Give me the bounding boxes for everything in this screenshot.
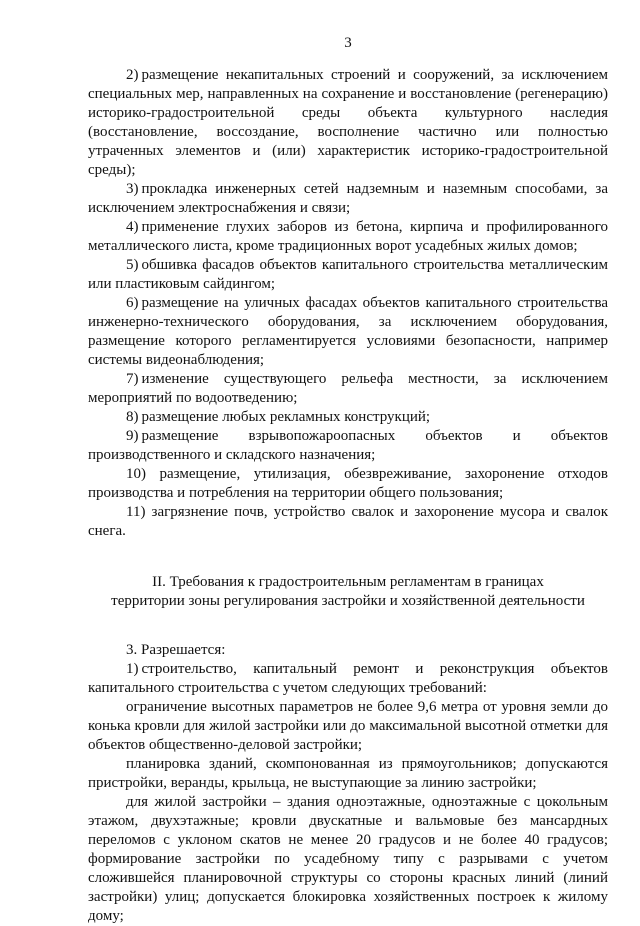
clause-5: 5) обшивка фасадов объектов капитального строительства металлическим или пластиковым сайдингом; xyxy=(88,257,608,292)
requirement-building-layout: планировка зданий, скомпонованная из прямоугольников; допускаются пристройки, веранды, крыльца, не выступающие за линию застройки; xyxy=(88,756,608,791)
clause-6: 6) размещение на уличных фасадах объектов капитального строительства инженерно-технического оборудования, за исключением оборудования, размещение которого регламентируется условиями безопасности, например системы видеонаблюдения; xyxy=(88,295,608,368)
page-number: 3 xyxy=(344,35,352,51)
clause-4: 4) применение глухих заборов из бетона, кирпича и профилированного металлического листа, кроме традиционных ворот усадебных жилых домов; xyxy=(88,219,608,254)
section-intro: 3. Разрешается: xyxy=(126,642,226,658)
clause-9: 9) размещение взрывопожароопасных объектов и объектов производственного и складского назначения; xyxy=(88,428,608,463)
clause-7: 7) изменение существующего рельефа местности, за исключением мероприятий по водоотведению; xyxy=(88,371,608,406)
clause-1-construction: 1) строительство, капитальный ремонт и реконструкция объектов капитального строительства с учетом следующих требований: xyxy=(88,661,608,696)
clause-10: 10) размещение, утилизация, обезвреживание, захоронение отходов производства и потребления на территории общего пользования; xyxy=(88,466,608,501)
requirement-residential: для жилой застройки – здания одноэтажные, одноэтажные с цокольным этажом, двухэтажные; кровли двускатные и вальмовые без мансардных переломов с уклоном скатов не менее 20 градусов и не более 40 градусов; формирование застройки по усадебному типу с разрывами с учетом сложившейся планировочной структуры со стороны красных линий (линий застройки) улиц; допускается блокировка хозяйственных построек к жилому дому; xyxy=(88,794,608,924)
requirement-height-limit: ограничение высотных параметров не более 9,6 метра от уровня земли до конька кровли для жилой застройки или до максимальной высотной отметки для объектов общественно-деловой застройки; xyxy=(88,699,608,753)
clause-8: 8) размещение любых рекламных конструкций; xyxy=(126,409,431,425)
clause-3: 3) прокладка инженерных сетей надземным и наземным способами, за исключением электроснабжения и связи; xyxy=(88,181,608,216)
section-heading-line-1: II. Требования к градостроительным регламентам в границах xyxy=(152,574,544,590)
clause-2: 2) размещение некапитальных строений и сооружений, за исключением специальных мер, направленных на сохранение и восстановление (регенерацию) историко-градостроительной среды объекта культурного наследия (восстановление, воссоздание, восполнение частично или полностью утраченных элементов и (или) характеристик историко-градостроительной среды); xyxy=(88,67,608,178)
section-heading xyxy=(88,573,608,611)
section-heading-line-2: территории зоны регулирования застройки и хозяйственной деятельности xyxy=(111,593,585,609)
clause-11: 11) загрязнение почв, устройство свалок и захоронение мусора и свалок снега. xyxy=(88,504,608,539)
